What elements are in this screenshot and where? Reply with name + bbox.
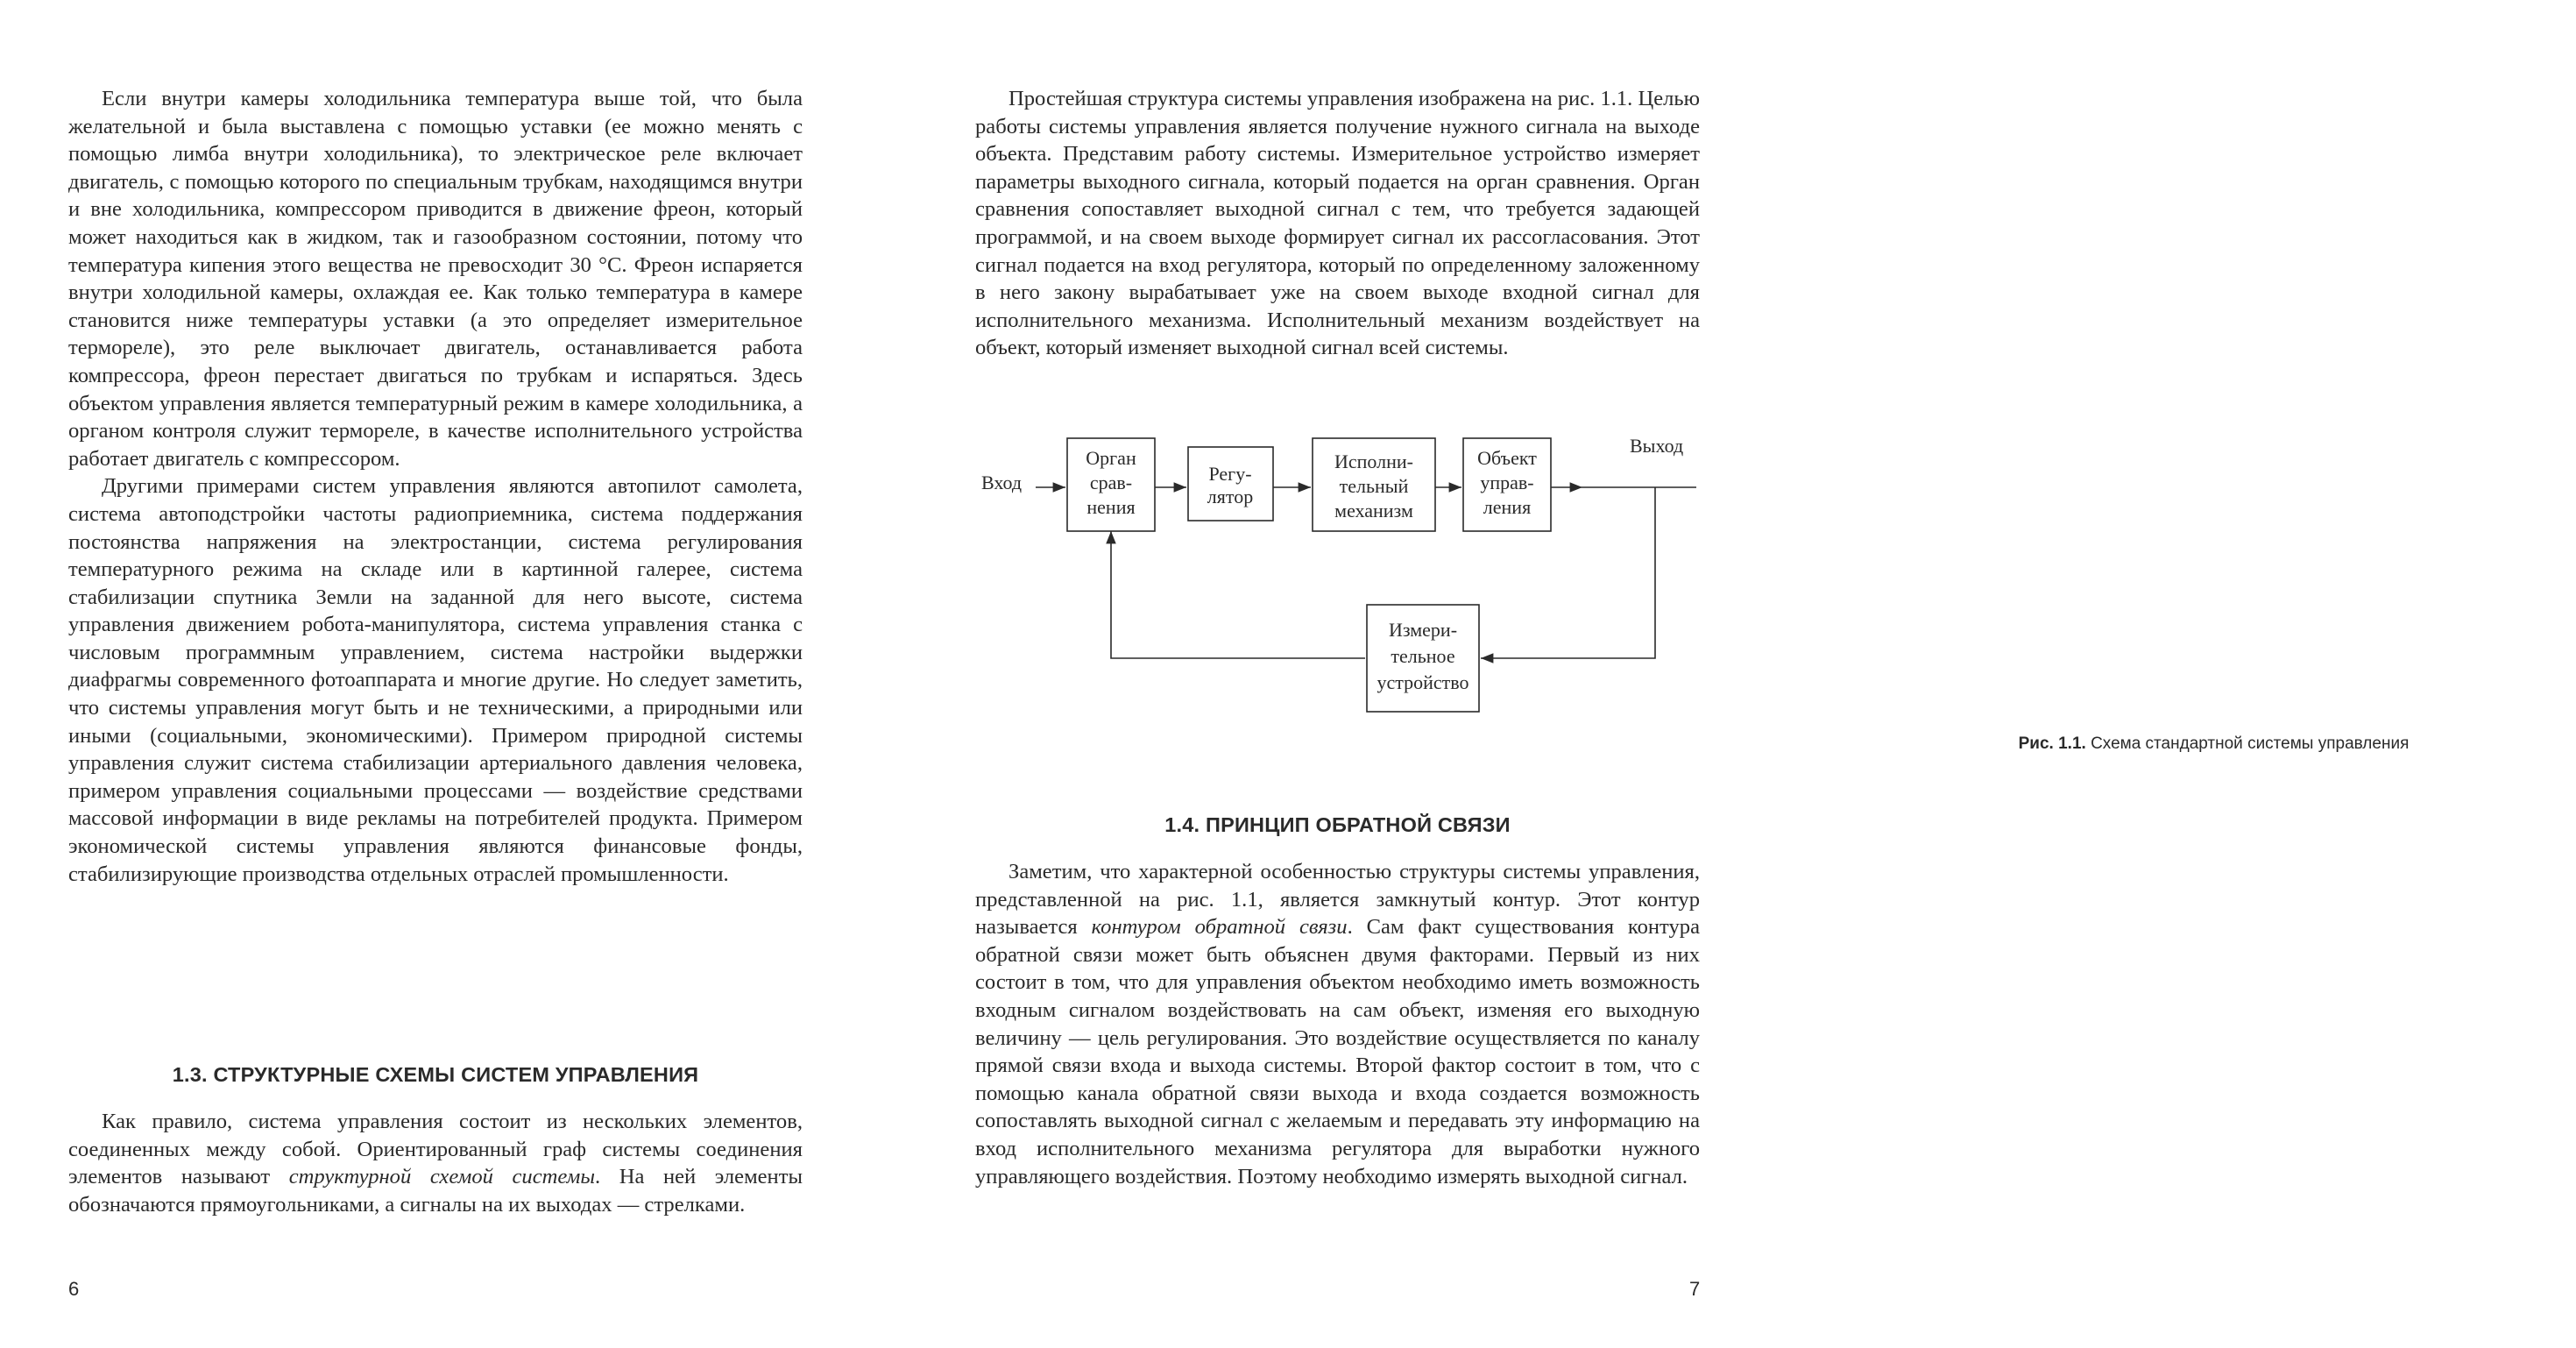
paragraph: Как правило, система управления состоит из нескольких элементов, соединенных между собой. Ориентированный граф системы соединения элементов называют структурной схемой системы. На ней элементы обозначаются прямоугольниками, а сигналы на их выходах — стрелками. <box>68 1110 803 1217</box>
paragraph: Простейшая структура системы управления изображена на рис. 1.1. Целью работы системы управления является получение нужного сигнала на выходе объекта. Представим работу системы. Измерительное устройство измеряет параметры выходного сигнала, который подается на орган сравнения. Орган сравнения сопоставляет выходной сигнал с тем, что требуется задающей программой, и на своем выходе формирует сигнал их рассогласования. Этот сигнал подается на вход регулятора, который по определенному заложенному в него закону вырабатывает уже на своем выходе входной сигнал для исполнительного механизма. Исполнительный механизм воздействует на объект, который изменяет выходной сигнал всей системы. <box>975 87 1700 360</box>
comparator-label-line: срав- <box>1089 472 1133 493</box>
left-text-block-1 <box>68 85 803 888</box>
object-label-line: управ- <box>1480 472 1534 493</box>
section-heading-1-3: 1.3. СТРУКТУРНЫЕ СХЕМЫ СИСТЕМ УПРАВЛЕНИЯ <box>172 1063 699 1086</box>
section-heading-1-4: 1.4. ПРИНЦИП ОБРАТНОЙ СВЯЗИ <box>1164 813 1511 836</box>
object-label-line: ления <box>1483 496 1532 518</box>
paragraph: Заметим, что характерной особенностью структуры системы управления, представленной на рис. 1.1, является замкнутый контур. Этот контур называется контуром обратной связи. Сам факт существования контура обратной связи может быть объяснен двумя факторами. Первый из них состоит в том, что для управления объектом необходимо иметь возможность входным сигналом воздействовать на сам объект, изменяя его выходную величину — цель регулирования. Это воздействие осуществляется по каналу прямой связи входа и выхода системы. Второй фактор состоит в том, что с помощью канала обратной связи выхода и входа создается возможность сопоставлять выходной сигнал с желаемым и передавать эту информацию на вход исполнительного механизма регулятора для выработки нужного управляющего воздействия. Поэтому необходимо измерять выходной сигнал. <box>975 860 1700 1188</box>
right-text-block-1 <box>975 85 1700 362</box>
input-label: Вход <box>981 472 1023 493</box>
sensor-label-line: Измери- <box>1388 619 1458 641</box>
paragraph: Другими примерами систем управления являются автопилот самолета, система автоподстройки частоты радиоприемника, система поддержания постоянства напряжения на электростанции, система регулирования температурного режима на складе или в картинной галерее, система стабилизации спутника Земли на заданной для него высоте, система управления движением робота-манипулятора, система управления станка с числовым программным управлением, система настройки выдержки диафрагмы современного фотоаппарата и многие другие. Но следует заметить, что системы управления могут быть и не техническими, а природными или иными (социальными, экономическими). Примером природной системы управления служит система стабилизации артериального давления человека, примером управления социальными процессами — воздействие средствами массовой информации в виде рекламы на потребителей продукта. Примером экономической системы управления являются финансовые фонды, стабилизирующие производства отдельных отраслей промышленности. <box>68 474 803 886</box>
regulator-label-line: Регу- <box>1208 463 1252 485</box>
block-diagram <box>962 419 1698 726</box>
comparator-label-line: Орган <box>1086 447 1136 469</box>
italic-term: контуром обратной связи <box>1091 915 1348 940</box>
paragraph: Если внутри камеры холодильника температура выше той, что была желательной и была выставлена с помощью уставки (ее можно менять с помощью лимба внутри холодильника), то электрическое реле включает двигатель, с помощью которого по специальным трубкам, находящимся внутри и вне холодильника, компрессором приводится в движение фреон, который может находиться как в жидком, так и газообразном состоянии, потому что температура кипения этого вещества не превосходит 30 °С. Фреон испаряется внутри холодильной камеры, охлаждая ее. Как только температура в камере становится ниже температуры уставки (а это определяет измерительное термореле), это реле выключает двигатель, останавливается работа компрессора, фреон перестает двигаться по трубкам и испаряться. Здесь объектом управления является температурный режим в камере холодильника, а органом контроля служит термореле, в качестве исполнительного устройства работает двигатель с компрессором. <box>68 87 803 471</box>
regulator-label-line: лятор <box>1207 486 1254 507</box>
sensor-label-line: тельное <box>1391 645 1455 667</box>
page-number: 7 <box>1689 1278 1701 1300</box>
output-label: Выход <box>1630 435 1684 457</box>
comparator-label-line: нения <box>1086 496 1136 518</box>
left-text-block-2 <box>68 1108 803 1218</box>
object-label-line: Объект <box>1477 447 1537 469</box>
figure-1-1 <box>962 419 1698 761</box>
actuator-label-line: Исполни- <box>1334 451 1413 472</box>
actuator-label-line: тельный <box>1339 475 1409 497</box>
figure-caption: Рис. 1.1. Схема стандартной системы управления <box>2018 734 2410 753</box>
right-text-block-2 <box>975 858 1700 1190</box>
feedback-line-left <box>1111 531 1365 658</box>
page-number: 6 <box>68 1278 80 1300</box>
actuator-label-line: механизм <box>1334 500 1413 521</box>
italic-term: структурной схемой системы <box>288 1165 596 1189</box>
sensor-label-line: устройство <box>1376 671 1469 693</box>
left-page <box>0 0 876 1348</box>
